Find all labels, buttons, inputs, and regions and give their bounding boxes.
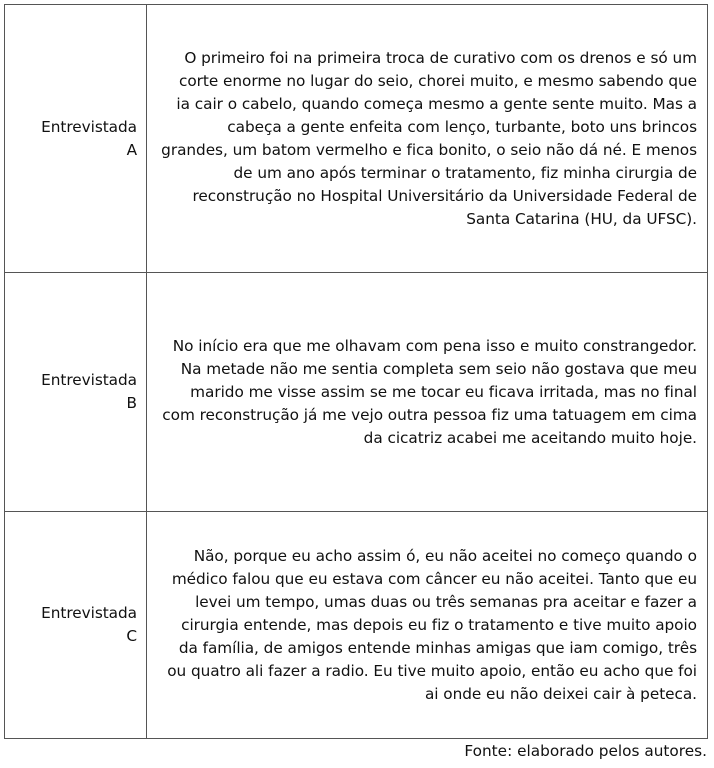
interview-quote: Não, porque eu acho assim ó, eu não aceitei no começo quando o médico falou que eu estava com câncer eu não aceitei. Tanto que eu levei um tempo, umas duas ou três semanas pra aceitar e fazer a cirurgia entende, mas depois eu fiz o tratamento e tive muito apoio da família, de amigos entende minhas amigas que iam comigo, três ou quatro ali fazer a radio. Eu tive muito apoio, então eu acho que foi ai onde eu não deixei cair à peteca.: [147, 512, 708, 739]
source-caption: Fonte: elaborado pelos autores.: [464, 742, 707, 760]
interviewee-label-cell: [5, 512, 147, 739]
table-row-interviewee-b: [5, 273, 708, 512]
interview-quote: O primeiro foi na primeira troca de curativo com os drenos e só um corte enorme no lugar do seio, chorei muito, e mesmo sabendo que ia cair o cabelo, quando começa mesmo a gente sente muito. Mas a cabeça a gente enfeita com lenço, turbante, boto uns brincos grandes, um batom vermelho e fica bonito, o seio não dá né. E menos de um ano após terminar o tratamento, fiz minha cirurgia de reconstrução no Hospital Universitário da Universidade Federal de Santa Catarina (HU, da UFSC).: [147, 5, 708, 273]
interviewee-letter: A: [126, 140, 137, 159]
interviewee-letter: C: [126, 627, 137, 645]
interviewee-label: Entrevistada: [41, 117, 137, 136]
interviewee-label: Entrevistada: [41, 604, 137, 622]
interview-table: [4, 4, 708, 739]
table-row-interviewee-c: [5, 512, 708, 739]
interviewee-label: Entrevistada: [41, 371, 137, 389]
table-row-interviewee-a: [5, 5, 708, 273]
interview-quote: No início era que me olhavam com pena isso e muito constrangedor. Na metade não me sentia completa sem seio não gostava que meu marido me visse assim se me tocar eu ficava irritada, mas no final com reconstrução já me vejo outra pessoa fiz uma tatuagem em cima da cicatriz acabei me aceitando muito hoje.: [147, 273, 708, 512]
interview-table-container: [4, 4, 708, 739]
interviewee-letter: B: [126, 394, 137, 412]
interviewee-label-cell: [5, 273, 147, 512]
interviewee-label-cell: [5, 5, 147, 273]
